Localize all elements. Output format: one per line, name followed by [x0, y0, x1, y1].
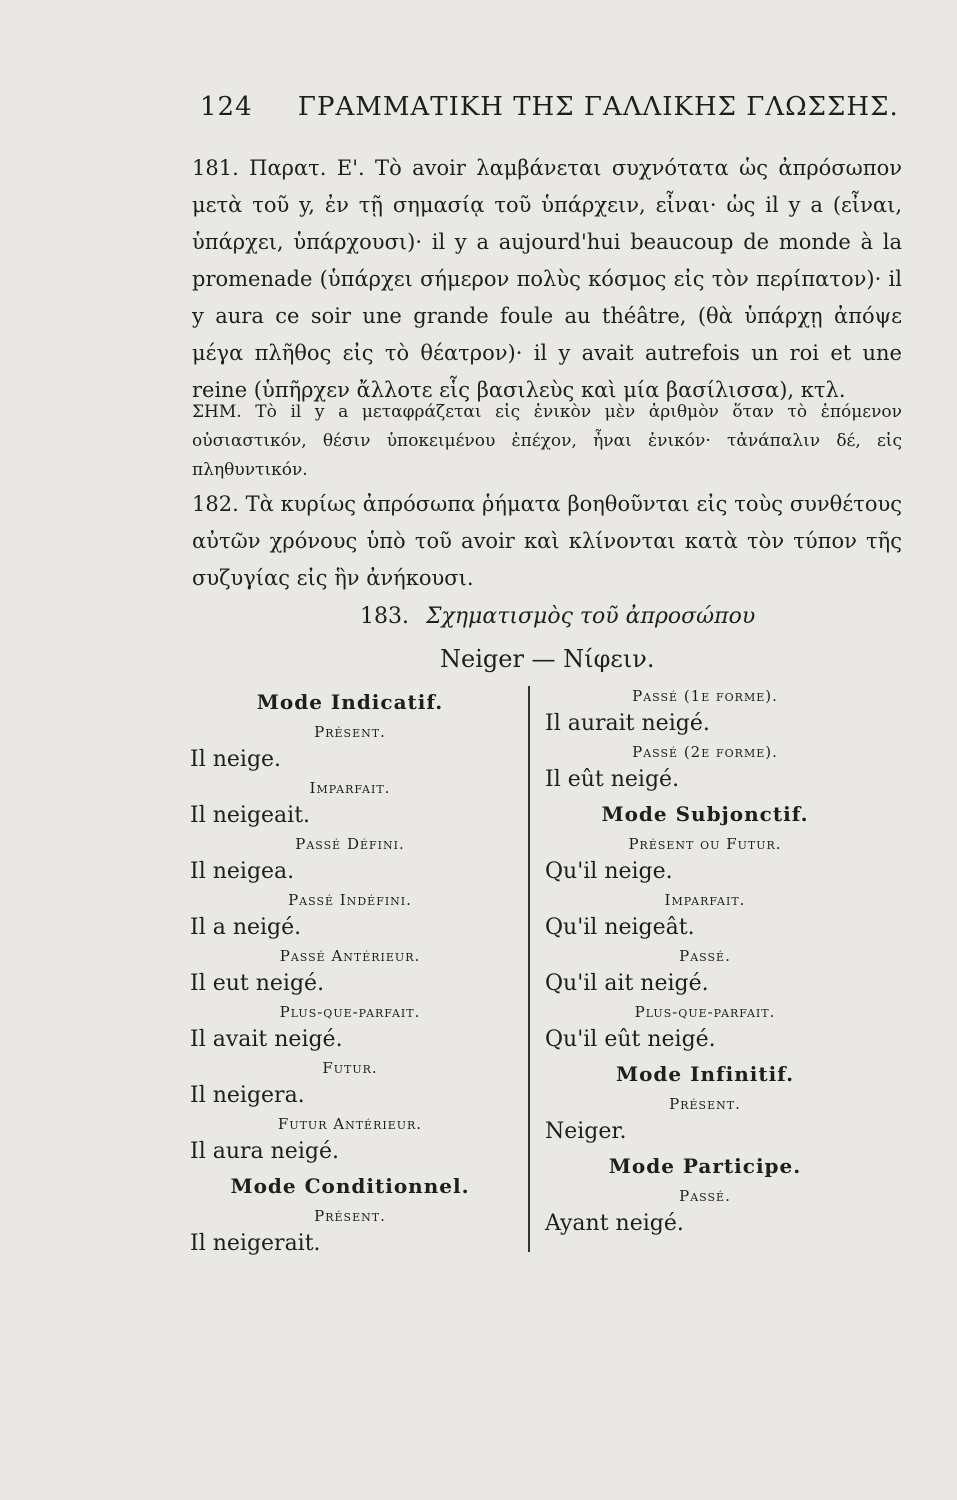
verb-form: Il neigeait. [190, 803, 311, 828]
verb-heading: Neiger — Νίφειν. [440, 645, 655, 673]
verb-form: Il neigerait. [190, 1231, 321, 1256]
page-number: 124 [200, 92, 253, 122]
verb-form: Il neigera. [190, 1083, 305, 1108]
verb-form: Neiger. [545, 1119, 627, 1144]
mode-heading: Mode Infinitif. [615, 1062, 795, 1086]
verb-form: Il aura neigé. [190, 1139, 339, 1164]
verb-form: Il avait neigé. [190, 1027, 343, 1052]
tense-label: Passé (1e forme). [632, 687, 778, 705]
tense-label: Plus-que-parfait. [279, 1003, 421, 1021]
header-title: ΓΡΑΜΜΑΤΙΚΗ ΤΗΣ ΓΑΛΛΙΚΗΣ ΓΛΩΣΣΗΣ. [297, 92, 899, 122]
tense-label: Plus-que-parfait. [634, 1003, 776, 1021]
paragraph-182 [192, 486, 902, 597]
tense-label: Imparfait. [664, 891, 746, 909]
verb-form: Il aurait neigé. [545, 711, 710, 736]
verb-form: Il eut neigé. [190, 971, 325, 996]
tense-label: Passé (2e forme). [632, 743, 778, 761]
tense-label: Passé Défini. [295, 835, 405, 853]
paragraph-text: 182. Τὰ κυρίως ἀπρόσωπα ῥήματα βοηθοῦνται εἰς τοὺς συνθέτους αὐτῶν χρόνους ὑπὸ τοῦ avoir καὶ κλίνονται κατὰ τὸν τύπον τῆς συζυγίας εἰς ἣν ἀνήκουσι. [192, 492, 902, 590]
tense-label: Présent. [314, 1207, 386, 1225]
section-title: Σχηματισμὸς τοῦ ἀπροσώπου [425, 604, 756, 629]
verb-form: Qu'il ait neigé. [545, 971, 709, 996]
tense-label: Présent ou Futur. [628, 835, 782, 853]
paragraph-181 [192, 150, 902, 409]
verb-form: Qu'il neigeât. [545, 915, 695, 940]
tense-label: Présent. [314, 723, 386, 741]
note-paragraph [192, 398, 902, 485]
mode-heading: Mode Participe. [608, 1154, 802, 1178]
tense-label: Passé Indéfini. [288, 891, 412, 909]
note-text: ΣΗΜ. Τὸ il y a μεταφράζεται εἰς ἑνικὸν μὲν ἀριθμὸν ὅταν τὸ ἑπόμενον οὐσιαστικόν, θέσιν ὑποκειμένου ἐπέχον, ἦναι ἑνικόν· τἀνάπαλιν δέ, εἰς πληθυντικόν. [192, 402, 902, 480]
verb-form: Il a neigé. [190, 915, 302, 940]
verb-form: Ayant neigé. [545, 1211, 684, 1236]
section-heading [360, 604, 755, 629]
mode-heading: Mode Conditionnel. [230, 1174, 470, 1198]
verb-form: Il eût neigé. [545, 767, 680, 792]
right-conjugation-column [545, 684, 865, 1240]
tense-label: Présent. [669, 1095, 741, 1113]
verb-form: Il neigea. [190, 859, 295, 884]
tense-label: Passé. [679, 1187, 731, 1205]
tense-label: Imparfait. [309, 779, 391, 797]
verb-form: Qu'il neige. [545, 859, 673, 884]
tense-label: Passé. [679, 947, 731, 965]
verb-form: Qu'il eût neigé. [545, 1027, 716, 1052]
left-conjugation-column [190, 684, 510, 1260]
column-divider [528, 686, 530, 1252]
mode-heading: Mode Indicatif. [256, 690, 444, 714]
tense-label: Futur. [322, 1059, 378, 1077]
verb-form: Il neige. [190, 747, 282, 772]
tense-label: Passé Antérieur. [279, 947, 421, 965]
paragraph-text: 181. Παρατ. Ε'. Τὸ avoir λαμβάνεται συχνότατα ὡς ἀπρόσωπον μετὰ τοῦ y, ἐν τῇ σημασίᾳ τοῦ ὑπάρχειν, εἶναι· ὡς il y a (εἶναι, ὑπάρχει, ὑπάρχουσι)· il y a aujourd'hui beaucoup de monde à la promenade (ὑπάρχει σήμερον πολὺς κόσμος εἰς τὸν περίπατον)· il y aura ce soir une grande foule au théâtre, (θὰ ὑπάρχῃ ἀπόψε μέγα πλῆθος εἰς τὸ θέατρον)· il y avait autrefois un roi et une reine (ὑπῆρχεν ἄλλοτε εἷς βασιλεὺς καὶ μία βασίλισσα), κτλ. [192, 156, 902, 402]
section-number: 183. [360, 604, 409, 629]
running-header [200, 92, 899, 122]
mode-heading: Mode Subjonctif. [601, 802, 809, 826]
tense-label: Futur Antérieur. [277, 1115, 423, 1133]
